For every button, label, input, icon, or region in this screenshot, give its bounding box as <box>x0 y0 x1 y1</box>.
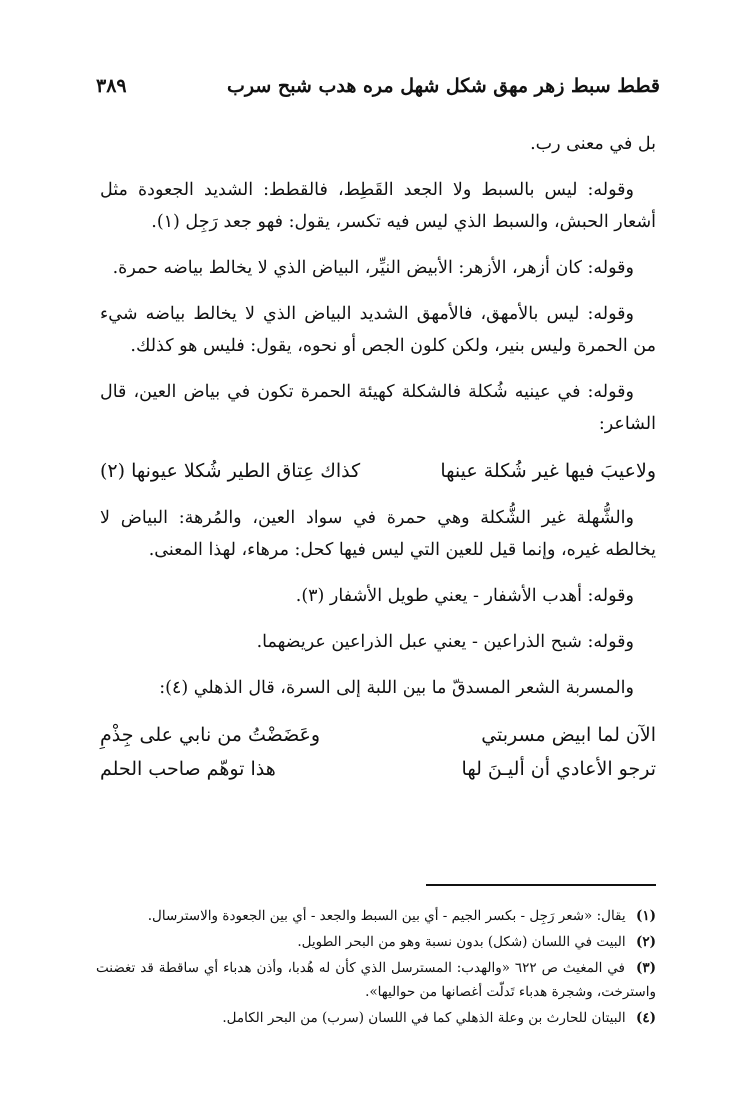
footnote <box>96 1006 656 1030</box>
poem <box>100 718 656 786</box>
verse-line <box>100 752 656 786</box>
footnote <box>96 930 656 954</box>
footnote-text: البيتان للحارث بن وعلة الذهلي كما في اللسان (سرب) من البحر الكامل. <box>222 1010 626 1026</box>
footnote-text: يقال: «شعر رَجِل - بكسر الجيم - أي بين السبط والجعد - أي بين الجعودة والاسترسال. <box>147 908 626 924</box>
paragraph: وقوله: ليس بالأمهق، فالأمهق الشديد البياض الذي لا يخالط بياضه شيء من الحمرة وليس بنير، ولكن كلون الجص أو نحوه، يقول: فليس هو كذلك. <box>100 304 656 356</box>
running-header <box>96 70 660 102</box>
paragraph: والمسربة الشعر المسدقّ ما بين اللبة إلى السرة، قال الذهلي (٤): <box>159 678 634 698</box>
footnotes <box>96 904 656 1032</box>
verse-first-hemistich: ولاعيبَ فيها غير شُكلة عينها <box>440 460 656 482</box>
paragraph: وقوله: ليس بالسبط ولا الجعد القَطِط، فالقطط: الشديد الجعودة مثل أشعار الحبش، والسبط الذي ليس فيه تكسر، يقول: فهو جعد رَجِل (١). <box>100 180 656 232</box>
paragraph: بل في معنى رب. <box>530 134 656 154</box>
footnote-text: البيت في اللسان (شكل) بدون نسبة وهو من البحر الطويل. <box>297 934 626 950</box>
verse-second-hemistich: وعَضَضْتُ من نابي على جِذْمِ <box>100 724 321 746</box>
verse-quote <box>100 454 656 488</box>
footnote-number: (١) <box>635 908 656 924</box>
page-number: ٣٨٩ <box>96 75 127 97</box>
footnote-number: (٢) <box>635 934 656 950</box>
verse-line <box>100 718 656 752</box>
footnote-text: في المغيث ص ٦٢٢ «والهدب: المسترسل الذي كأن له هُدبا، وأذن هدباء أي ساقطة قد تغضنت واسترخت، وشجرة هدباء تَدلّت أغصانها من حواليها». <box>96 960 656 1000</box>
footnote <box>96 904 656 928</box>
paragraph: وقوله: أهدب الأشفار - يعني طويل الأشفار (٣). <box>295 586 634 606</box>
paragraph: وقوله: في عينيه شُكلة فالشكلة كهيئة الحمرة تكون في بياض العين، قال الشاعر: <box>100 382 656 434</box>
verse-second-hemistich: كذاك عِتاق الطير شُكلا عيونها (٢) <box>100 460 361 482</box>
verse-second-hemistich: هذا توهّم صاحب الحلم <box>100 758 276 780</box>
footnote-number: (٤) <box>635 1010 656 1026</box>
paragraph: والشُّهلة غير الشُّكلة وهي حمرة في سواد العين، والمُرهة: البياض لا يخالطه غيره، وإنما قيل للعين التي ليس فيها كحل: مرهاء، لهذا المعنى. <box>100 508 656 560</box>
paragraph: وقوله: شبح الذراعين - يعني عبل الذراعين عريضهما. <box>256 632 634 652</box>
footnote <box>96 956 656 1004</box>
footnote-divider <box>426 884 656 886</box>
paragraph: وقوله: كان أزهر، الأزهر: الأبيض النيِّر، البياض الذي لا يخالط بياضه حمرة. <box>112 258 634 278</box>
footnote-number: (٣) <box>635 960 656 976</box>
verse-line <box>100 454 656 488</box>
main-text <box>100 128 656 800</box>
verse-first-hemistich: الآن لما ابيض مسربتي <box>481 724 656 746</box>
header-title: قطط سبط زهر مهق شكل شهل مره هدب شبح سرب <box>227 75 660 97</box>
verse-first-hemistich: ترجو الأعادي أن أليـنَ لها <box>461 758 656 780</box>
